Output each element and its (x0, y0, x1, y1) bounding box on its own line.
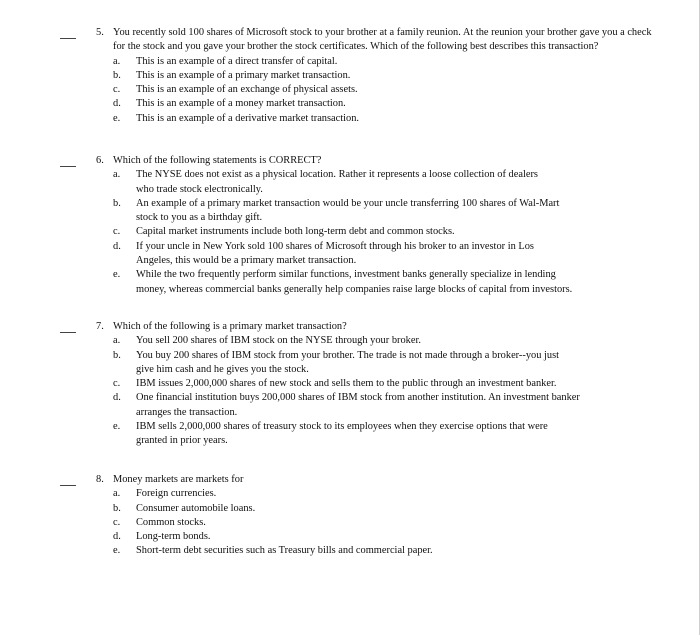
option-letter: e. (113, 421, 121, 433)
question-text: Which of the following is a primary market transaction? (113, 321, 347, 332)
option-letter: a. (113, 488, 121, 500)
option-text: While the two frequently perform similar functions, investment banks generally specialize in lending money, whereas commercial banks generally help companies raise large blocks of capital from investors. (136, 269, 573, 295)
option-letter: b. (113, 349, 121, 361)
option-letter: e. (113, 112, 121, 124)
option-e (0, 420, 680, 449)
option-text: Capital market instruments include both long-term debt and common stocks. (136, 226, 455, 238)
option-letter: e. (113, 269, 121, 281)
option-c (0, 83, 680, 97)
option-a (0, 168, 680, 197)
option-text: Long-term bonds. (136, 531, 211, 543)
option-a (0, 334, 680, 348)
option-letter: c. (113, 516, 121, 528)
option-d (0, 391, 680, 420)
option-text: This is an example of a direct transfer of capital. (136, 55, 338, 67)
option-letter: c. (113, 84, 121, 96)
option-b (0, 502, 680, 516)
question-number: 6. (96, 155, 104, 166)
option-letter: d. (113, 98, 121, 110)
option-letter: b. (113, 69, 121, 81)
option-b (0, 349, 680, 378)
answer-blank (60, 332, 76, 333)
option-d (0, 97, 680, 111)
option-e (0, 112, 680, 126)
option-letter: d. (113, 392, 121, 404)
option-letter: d. (113, 240, 121, 252)
option-text: An example of a primary market transaction would be your uncle transferring 100 shares of Wal-Mart stock to you as a birthday gift. (136, 197, 560, 224)
question-8 (0, 473, 680, 559)
option-text: IBM sells 2,000,000 shares of treasury stock to its employees when they exercise options that were granted in prior years. (136, 421, 548, 447)
option-a (0, 487, 680, 501)
option-letter: b. (113, 502, 121, 514)
option-text: One financial institution buys 200,000 shares of IBM stock from another institution. An investment banker arranges the transaction. (136, 392, 580, 418)
option-a (0, 55, 680, 69)
option-text: The NYSE does not exist as a physical location. Rather it represents a loose collection of dealers who trade stock electronically. (136, 169, 538, 195)
option-text: This is an example of an exchange of physical assets. (136, 84, 358, 96)
question-6 (0, 154, 680, 297)
answer-blank (60, 166, 76, 167)
option-text: This is an example of a derivative market transaction. (136, 112, 360, 124)
option-text: Common stocks. (136, 516, 206, 528)
option-text: Short-term debt securities such as Treasury bills and commercial paper. (136, 545, 433, 557)
question-5 (0, 26, 680, 126)
answer-blank (60, 485, 76, 486)
option-letter: e. (113, 545, 121, 557)
option-text: Foreign currencies. (136, 488, 217, 500)
option-e (0, 544, 680, 558)
option-d (0, 240, 680, 269)
option-c (0, 225, 680, 239)
question-number: 8. (96, 474, 104, 485)
option-c (0, 516, 680, 530)
option-text: If your uncle in New York sold 100 shares of Microsoft through his broker to an investor in Los Angeles, this would be a primary market transaction. (136, 240, 534, 267)
option-text: IBM issues 2,000,000 shares of new stock and sells them to the public through an investment banker. (136, 378, 557, 390)
option-letter: a. (113, 335, 121, 347)
option-letter: d. (113, 531, 121, 543)
option-text: You sell 200 shares of IBM stock on the NYSE through your broker. (136, 335, 421, 347)
question-text: Which of the following statements is CORRECT? (113, 155, 322, 166)
question-text: Money markets are markets for (113, 474, 244, 485)
option-b (0, 197, 680, 226)
question-number: 5. (96, 27, 104, 38)
option-d (0, 530, 680, 544)
option-e (0, 268, 680, 297)
answer-blank (60, 38, 76, 39)
option-text: Consumer automobile loans. (136, 502, 256, 514)
option-text: This is an example of a primary market transaction. (136, 69, 351, 81)
option-letter: b. (113, 197, 121, 209)
option-text: You buy 200 shares of IBM stock from your brother. The trade is not made through a broker--you just give him cash and he gives you the stock. (136, 349, 560, 375)
option-c (0, 377, 680, 391)
option-letter: c. (113, 226, 121, 238)
question-7 (0, 320, 680, 449)
question-number: 7. (96, 321, 104, 332)
option-letter: a. (113, 169, 121, 181)
option-letter: c. (113, 378, 121, 390)
option-text: This is an example of a money market transaction. (136, 98, 346, 110)
option-b (0, 69, 680, 83)
option-letter: a. (113, 55, 121, 67)
question-text: You recently sold 100 shares of Microsoft stock to your brother at a family reunion. At the reunion your brother gave you a check for the stock and you gave your brother the stock certificates. Which of the following best describes this transaction? (113, 27, 652, 53)
